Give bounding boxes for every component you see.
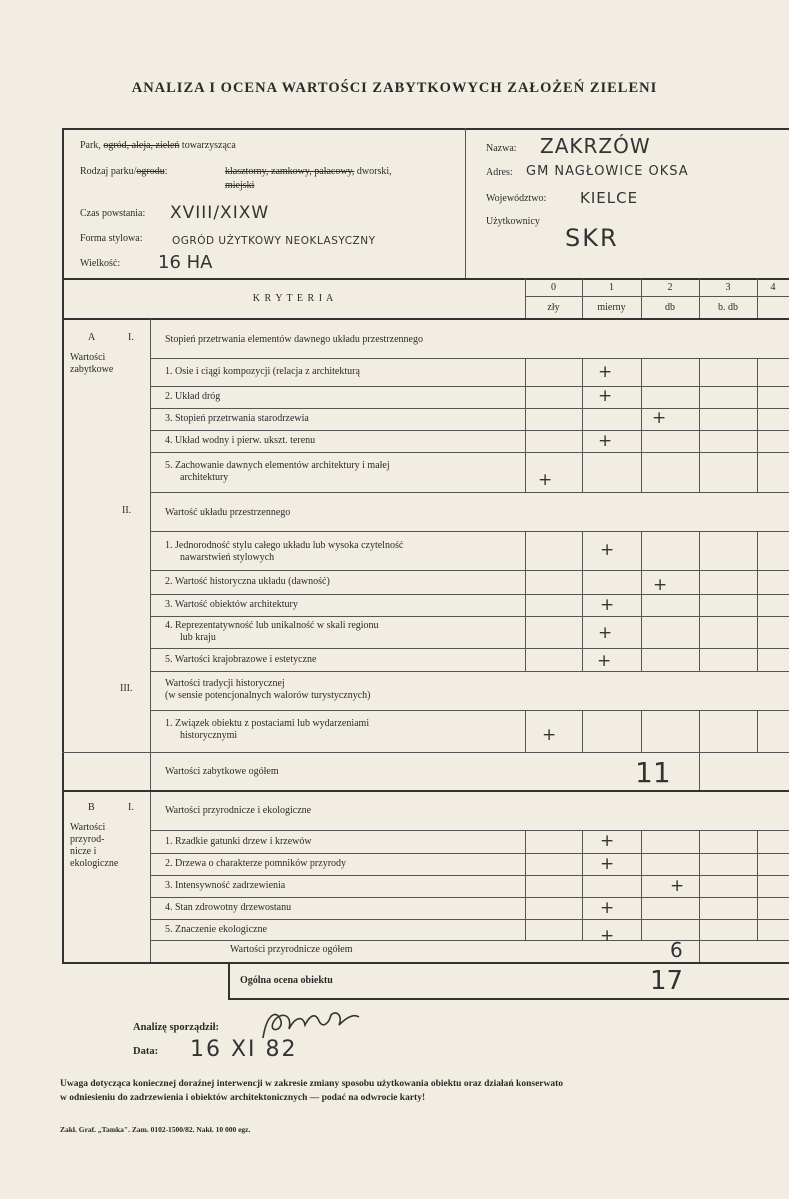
line xyxy=(150,386,789,387)
row-a2-5: 5. Wartości krajobrazowe i estetyczne xyxy=(165,654,317,665)
line xyxy=(150,919,789,920)
line xyxy=(150,710,789,711)
grid-v xyxy=(525,830,526,940)
row-a1-5: 5. Zachowanie dawnych elementów architektury i małej xyxy=(165,460,390,471)
date-label: Data: xyxy=(133,1046,159,1057)
adres-label: Adres: xyxy=(486,167,513,178)
czas-label: Czas powstania: xyxy=(80,208,146,219)
row-a1-4: 4. Układ wodny i pierw. ukszt. terenu xyxy=(165,435,316,446)
row-a2-1: 1. Jednorodność stylu całego układu lub wysoka czytelność xyxy=(165,540,404,551)
col-0-num: 0 xyxy=(551,282,556,293)
grid-v xyxy=(582,531,583,671)
section-a-iii: III. xyxy=(120,683,133,694)
section-a-num: I. xyxy=(128,332,134,343)
col-0-label: zły xyxy=(547,302,560,313)
row-a2-4: 4. Reprezentatywność lub unikalność w skali regionu xyxy=(165,620,379,631)
section-b-bottom xyxy=(62,962,789,964)
row-a1-3: 3. Stopień przetrwania starodrzewia xyxy=(165,413,309,424)
page-title: ANALIZA I OCENA WARTOŚCI ZABYTKOWYCH ZAŁOŻEŃ ZIELENI xyxy=(131,80,658,96)
grid-v xyxy=(525,358,526,492)
row-a2-2: 2. Wartość historyczna układu (dawność) xyxy=(165,576,330,587)
mark-a2-5: + xyxy=(597,651,612,671)
print-info: Zakł. Graf. „Tamka". Zam. 0102-1500/82. Nakł. 10 000 egz. xyxy=(60,1125,251,1134)
uzyt-value: SKR xyxy=(565,224,619,252)
row-a2-4b: lub kraju xyxy=(180,632,216,643)
row-a3-1: 1. Związek obiektu z postaciami lub wydarzeniami xyxy=(165,718,370,729)
section-b-total-value: 6 xyxy=(670,938,683,962)
grid-v xyxy=(525,710,526,752)
grid-v xyxy=(757,830,758,940)
adres-value: GM NAGŁOWICE OKSA xyxy=(526,164,689,179)
line xyxy=(150,570,789,571)
forma-value: OGRÓD UŻYTKOWY NEOKLASYCZNY xyxy=(172,235,376,247)
col-2-num: 2 xyxy=(667,282,673,293)
header-bottom-border xyxy=(62,318,789,320)
line xyxy=(150,853,789,854)
woj-value: KIELCE xyxy=(580,189,639,207)
grid-v xyxy=(641,710,642,752)
mark-b-4: + xyxy=(600,898,615,918)
grid-v xyxy=(699,710,700,752)
overall-label: Ogólna ocena obiektu xyxy=(240,975,333,986)
row-a2-3: 3. Wartość obiektów architektury xyxy=(165,599,298,610)
line xyxy=(150,940,789,941)
overall-bottom-border xyxy=(228,998,789,1000)
section-a-ii: II. xyxy=(122,505,132,516)
nazwa-label: Nazwa: xyxy=(486,143,517,154)
line xyxy=(150,897,789,898)
line xyxy=(62,752,789,753)
mark-a2-4: + xyxy=(598,623,613,643)
row-a1-2: 2. Układ dróg xyxy=(165,391,221,402)
group-b: Wartości przyrodnicze i ekologiczne xyxy=(165,805,312,816)
mark-b-3: + xyxy=(670,876,685,896)
grid-v xyxy=(582,830,583,940)
line xyxy=(150,358,789,359)
row-a1-1: 1. Osie i ciągi kompozycji (relacja z architekturą xyxy=(165,366,360,377)
mark-a1-3: + xyxy=(652,408,667,428)
row-b-2: 2. Drzewa o charakterze pomników przyrody xyxy=(165,858,347,869)
section-b-num: I. xyxy=(128,802,134,813)
mark-b-5: + xyxy=(600,926,615,946)
section-b-title: Wartości przyrod- nicze i ekologiczne xyxy=(70,822,119,869)
section-a-bottom xyxy=(62,790,789,792)
row-b-5: 5. Znaczenie ekologiczne xyxy=(165,924,267,935)
grid-v xyxy=(582,710,583,752)
overall-value: 17 xyxy=(650,966,684,996)
mark-b-1: + xyxy=(600,831,615,851)
forma-label: Forma stylowa: xyxy=(80,233,143,244)
col-3-label: b. db xyxy=(718,302,738,313)
wielkosc-label: Wielkość: xyxy=(80,258,121,269)
park-kind-line: Rodzaj parku/ogrodu: xyxy=(80,166,168,177)
section-a-total-label: Wartości zabytkowe ogółem xyxy=(165,766,279,777)
row-a3-1b: historycznymi xyxy=(180,730,238,741)
grid-v xyxy=(757,531,758,671)
line xyxy=(150,648,789,649)
analysis-label: Analizę sporządził: xyxy=(133,1022,220,1033)
grid-v xyxy=(641,358,642,492)
park-kind-options: klasztorny, zamkowy, pałacowy, dworski, xyxy=(225,166,392,177)
mark-a3-1: + xyxy=(542,725,557,745)
section-b-letter: B xyxy=(88,802,95,813)
date-value: 16 XI 82 xyxy=(190,1037,298,1062)
mark-a1-1: + xyxy=(598,362,613,382)
row-a2-1b: nawarstwień stylowych xyxy=(180,552,275,563)
header-top-border xyxy=(62,278,789,280)
nazwa-value: ZAKRZÓW xyxy=(540,134,651,158)
uzyt-label: Użytkownicy xyxy=(486,216,540,227)
park-type-line: Park, ogród, aleja, zieleń towarzysząca xyxy=(80,140,236,151)
group-a-iii-1: Wartości tradycji historycznej xyxy=(165,678,285,689)
line xyxy=(150,430,789,431)
section-a-title: Wartości zabytkowe xyxy=(70,352,114,375)
woj-label: Województwo: xyxy=(486,193,547,204)
mark-a2-1: + xyxy=(600,540,615,560)
group-a-ii: Wartość układu przestrzennego xyxy=(165,507,291,518)
line xyxy=(150,594,789,595)
group-a-i: Stopień przetrwania elementów dawnego układu przestrzennego xyxy=(165,334,423,345)
section-divider xyxy=(150,318,151,963)
section-b-total-label: Wartości przyrodnicze ogółem xyxy=(230,944,353,955)
grid-v xyxy=(699,358,700,492)
line xyxy=(150,492,789,493)
mark-a2-3: + xyxy=(600,595,615,615)
mark-a1-5: + xyxy=(538,470,553,490)
line xyxy=(150,671,789,672)
wielkosc-value: 16 HA xyxy=(158,252,213,273)
line xyxy=(150,531,789,532)
mark-a1-4: + xyxy=(598,431,613,451)
group-a-iii-2: (w sensie potencjonalnych walorów turystycznych) xyxy=(165,690,371,701)
kryteria-header: K R Y T E R I A xyxy=(252,293,335,304)
grid-v xyxy=(757,358,758,492)
line xyxy=(150,830,789,831)
grid-v xyxy=(525,531,526,671)
czas-value: XVIII/XIXW xyxy=(170,203,270,223)
table-left-border xyxy=(62,128,64,963)
grid-v xyxy=(757,710,758,752)
line xyxy=(150,408,789,409)
row-b-1: 1. Rzadkie gatunki drzew i krzewów xyxy=(165,836,312,847)
section-a-letter: A xyxy=(88,332,96,343)
mark-b-2: + xyxy=(600,854,615,874)
line xyxy=(150,452,789,453)
grid-v xyxy=(699,830,700,962)
note-line-2: w odniesieniu do zadrzewienia i obiektów architektonicznych — podać na odwrocie karty! xyxy=(60,1093,426,1103)
header-mid-line xyxy=(525,296,789,297)
grid-v xyxy=(582,358,583,492)
row-b-4: 4. Stan zdrowotny drzewostanu xyxy=(165,902,292,913)
row-a1-5b: architektury xyxy=(180,472,229,483)
table-top-border xyxy=(62,128,789,130)
row-b-3: 3. Intensywność zadrzewienia xyxy=(165,880,286,891)
line xyxy=(150,875,789,876)
grid-v xyxy=(699,531,700,671)
col-2-label: db xyxy=(665,302,675,313)
grid-v xyxy=(641,830,642,940)
mark-a2-2: + xyxy=(653,575,668,595)
overall-left-border xyxy=(228,962,230,998)
park-kind-miejski: miejski xyxy=(225,180,255,191)
grid-v xyxy=(699,752,700,790)
line xyxy=(150,616,789,617)
col-4-num: 4 xyxy=(770,282,776,293)
col-3-num: 3 xyxy=(725,282,731,293)
mark-a1-2: + xyxy=(598,386,613,406)
note-line-1: Uwaga dotycząca koniecznej doraźnej interwencji w zakresie zmiany sposobu użytkowania obiektu oraz działań konserwato xyxy=(60,1079,564,1089)
col-1-num: 1 xyxy=(609,282,614,293)
grid-v xyxy=(641,531,642,671)
col-1-label: mierny xyxy=(597,302,626,313)
section-a-total-value: 11 xyxy=(635,756,671,789)
info-divider xyxy=(465,128,466,278)
